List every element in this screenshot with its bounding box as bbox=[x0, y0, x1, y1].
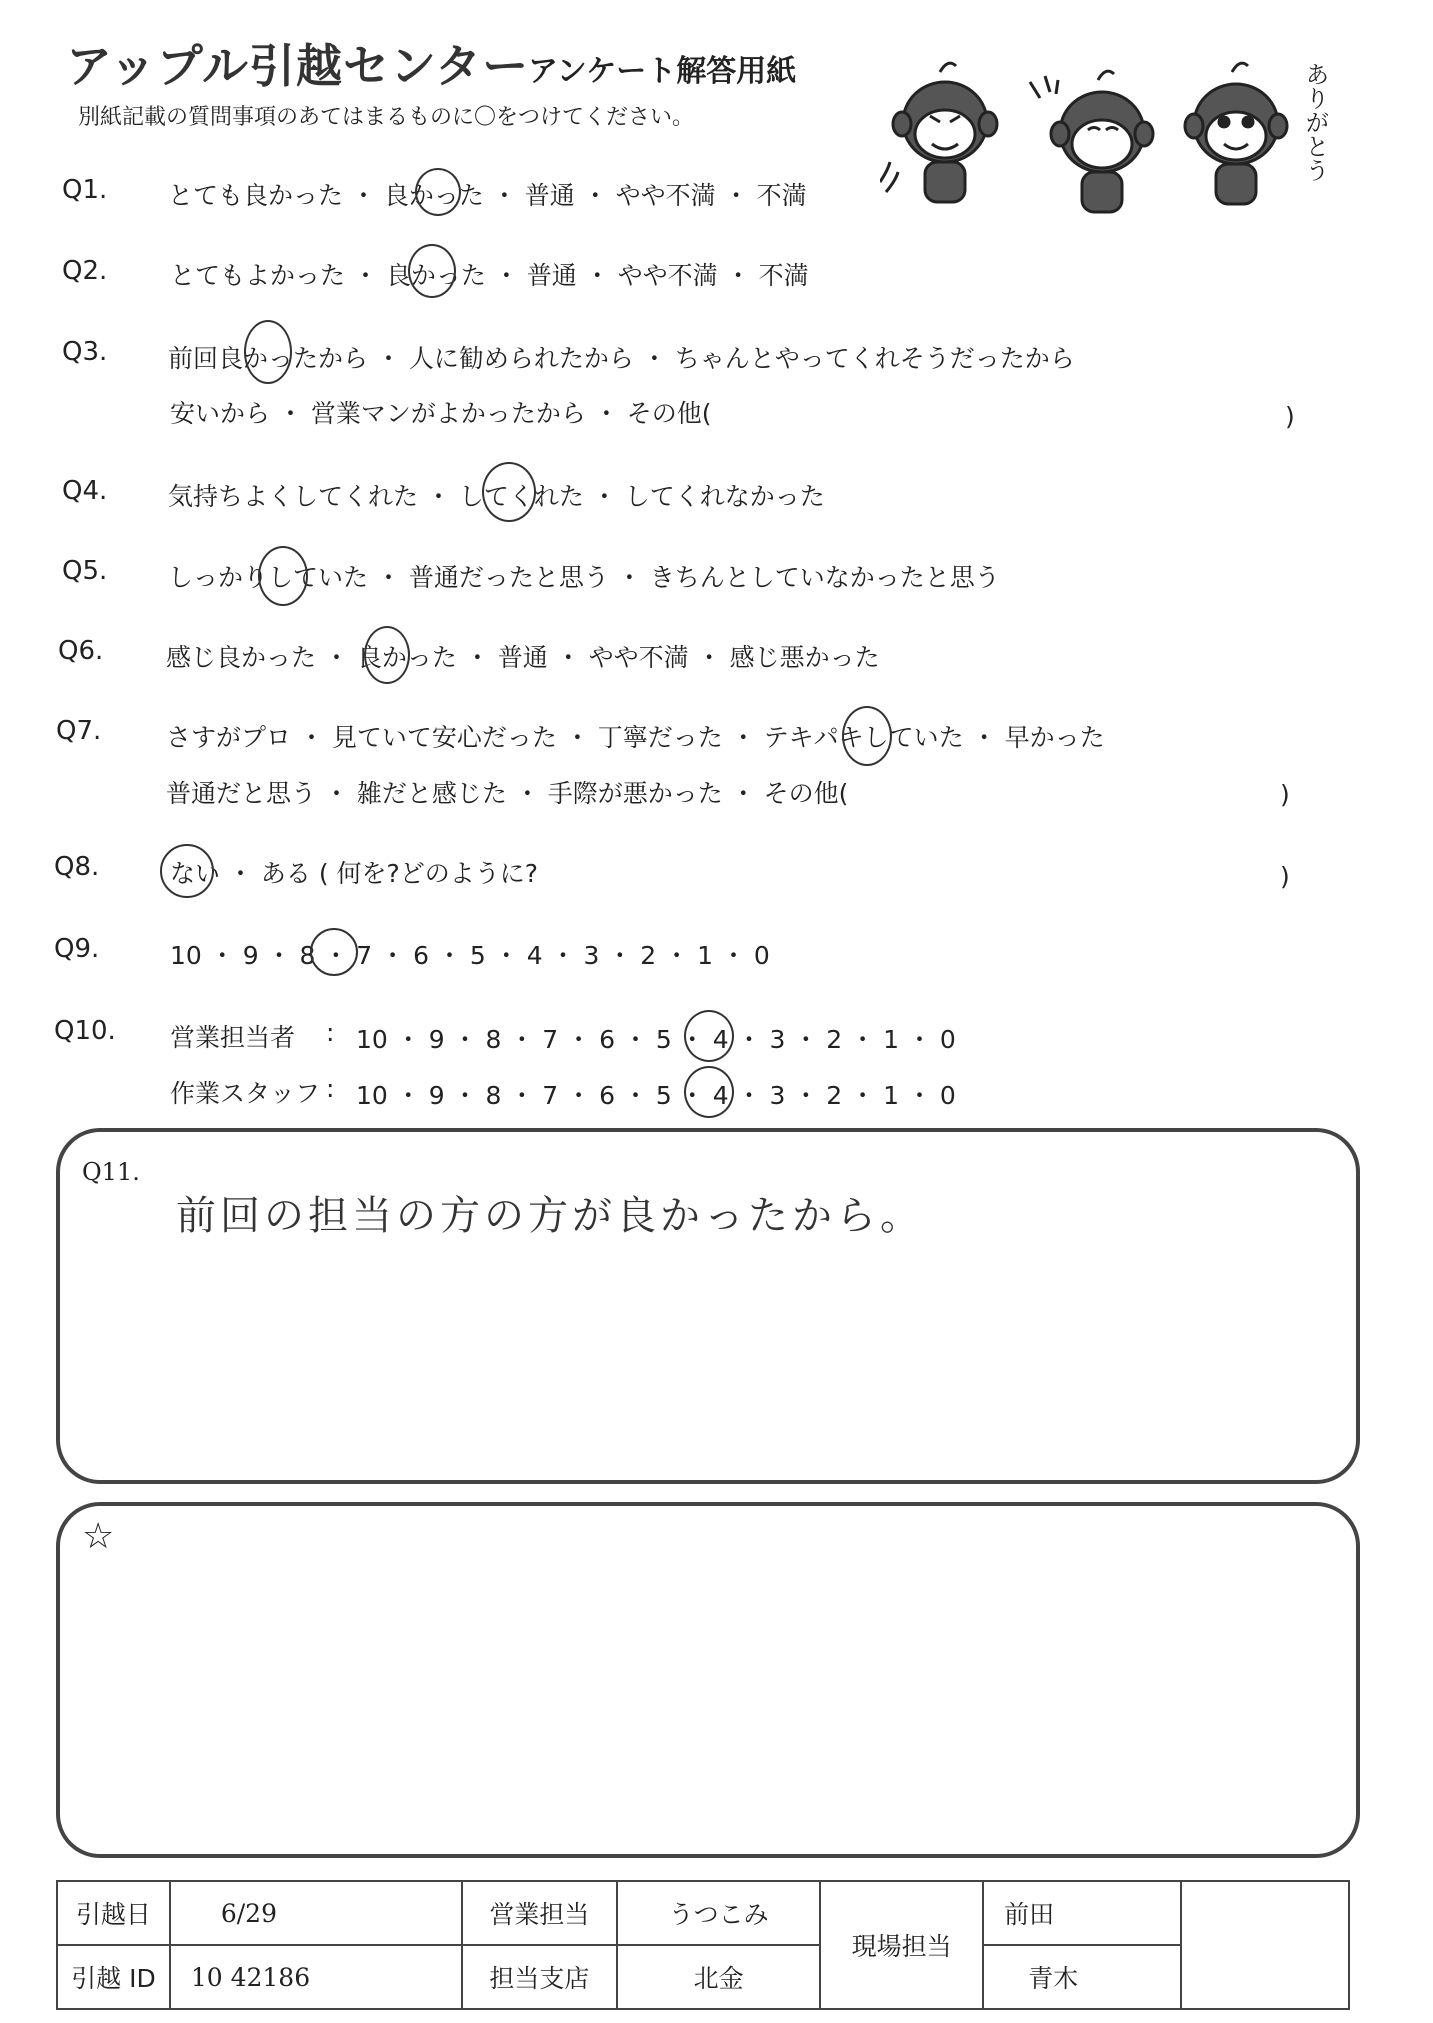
q7-label: Q7. bbox=[56, 716, 102, 746]
q7-close-paren: ) bbox=[1280, 780, 1290, 809]
q5-selected-circle bbox=[258, 546, 308, 606]
q3-options-line1: 前回良かったから ・ 人に勧められたから ・ ちゃんとやってくれそうだったから bbox=[168, 344, 1075, 373]
move-id-value: 10 42186 bbox=[170, 1945, 462, 2009]
site-staff-label: 現場担当 bbox=[820, 1881, 983, 2009]
sales-staff-label: 営業担当 bbox=[462, 1881, 617, 1945]
q10-sales-colon: : bbox=[326, 1018, 335, 1047]
q2-options: とてもよかった ・ 良かった ・ 普通 ・ やや不満 ・ 不満 bbox=[170, 261, 809, 290]
q7-options-line1: さすがプロ ・ 見ていて安心だった ・ 丁寧だった ・ テキパキしていた ・ 早かった bbox=[166, 723, 1105, 752]
monkey-left-icon bbox=[880, 63, 997, 202]
q8-options: ない ・ ある ( 何を?どのように? bbox=[170, 859, 539, 888]
q6-selected-circle bbox=[364, 626, 410, 684]
q8-selected-circle bbox=[160, 844, 214, 898]
q9-scale: 10 ・ 9 ・ 8 ・ 7 ・ 6 ・ 5 ・ 4 ・ 3 ・ 2 ・ 1 ・ 0 bbox=[170, 941, 770, 970]
q10-staff-selected-circle bbox=[684, 1066, 734, 1118]
q1-selected-circle bbox=[415, 168, 461, 216]
q10-staff-label: 作業スタッフ bbox=[170, 1079, 321, 1108]
move-date-label: 引越日 bbox=[57, 1881, 170, 1945]
instructions-text: 別紙記載の質問事項のあてはまるものに〇をつけてください。 bbox=[78, 105, 695, 130]
sales-staff-value: うつこみ bbox=[617, 1881, 820, 1945]
q10-label: Q10. bbox=[54, 1016, 116, 1046]
q8-label: Q8. bbox=[54, 852, 100, 882]
monkey-middle-icon bbox=[1030, 71, 1153, 212]
q4-label: Q4. bbox=[62, 476, 108, 506]
q6-label: Q6. bbox=[58, 636, 104, 666]
q9-label: Q9. bbox=[54, 934, 100, 964]
company-title: アップル引越センター bbox=[66, 39, 530, 93]
q10-sales-selected-circle bbox=[684, 1010, 734, 1062]
site-staff-value-2: 青木 bbox=[983, 1945, 1181, 2009]
footer-empty-cell bbox=[1181, 1881, 1349, 2009]
q10-sales-label: 営業担当者 bbox=[170, 1023, 296, 1052]
q3-options-line2: 安いから ・ 営業マンがよかったから ・ その他( bbox=[170, 399, 712, 428]
monkey-right-icon bbox=[1185, 63, 1287, 204]
q2-label: Q2. bbox=[62, 256, 108, 286]
q4-selected-circle bbox=[482, 462, 536, 522]
q3-label: Q3. bbox=[62, 337, 108, 367]
branch-value: 北金 bbox=[617, 1945, 820, 2009]
q4-options: 気持ちよくしてくれた ・ してくれた ・ してくれなかった bbox=[168, 482, 825, 511]
free-comment-box bbox=[56, 1502, 1360, 1858]
move-date-value: 6/29 bbox=[170, 1881, 462, 1945]
q3-selected-circle bbox=[244, 320, 292, 384]
q7-options-line2: 普通だと思う ・ 雑だと感じた ・ 手際が悪かった ・ その他( bbox=[166, 779, 849, 808]
q11-handwritten-answer: 前回の担当の方の方が良かったから。 bbox=[176, 1193, 924, 1239]
footer-info-table bbox=[56, 1880, 1350, 2010]
q3-close-paren: ) bbox=[1285, 402, 1295, 431]
q6-options: 感じ良かった ・ 良かった ・ 普通 ・ やや不満 ・ 感じ悪かった bbox=[166, 643, 880, 672]
q7-selected-circle bbox=[842, 706, 892, 766]
star-label: ☆ bbox=[82, 1516, 115, 1557]
q5-options: しっかりしていた ・ 普通だったと思う ・ きちんとしていなかったと思う bbox=[168, 563, 1000, 592]
q10-staff-colon: : bbox=[326, 1074, 335, 1103]
q11-label: Q11. bbox=[82, 1158, 140, 1186]
q11-comment-box bbox=[56, 1128, 1360, 1484]
form-title: アンケート解答用紙 bbox=[528, 54, 797, 89]
q9-selected-circle bbox=[310, 928, 358, 976]
site-staff-value-1: 前田 bbox=[983, 1881, 1181, 1945]
q10-sales-scale: 10 ・ 9 ・ 8 ・ 7 ・ 6 ・ 5 ・ 4 ・ 3 ・ 2 ・ 1 ・ 0 bbox=[356, 1025, 956, 1054]
q1-label: Q1. bbox=[62, 175, 108, 205]
mascot-thanks-text: ありがとう bbox=[1301, 62, 1329, 182]
move-id-label: 引越 ID bbox=[57, 1945, 170, 2009]
branch-label: 担当支店 bbox=[462, 1945, 617, 2009]
q2-selected-circle bbox=[408, 244, 456, 298]
q8-close-paren: ) bbox=[1280, 862, 1290, 891]
q5-label: Q5. bbox=[62, 556, 108, 586]
q10-staff-scale: 10 ・ 9 ・ 8 ・ 7 ・ 6 ・ 5 ・ 4 ・ 3 ・ 2 ・ 1 ・ 0 bbox=[356, 1081, 956, 1110]
q1-options: とても良かった ・ 良かった ・ 普通 ・ やや不満 ・ 不満 bbox=[168, 181, 807, 210]
monkey-mascots-illustration bbox=[880, 52, 1350, 222]
